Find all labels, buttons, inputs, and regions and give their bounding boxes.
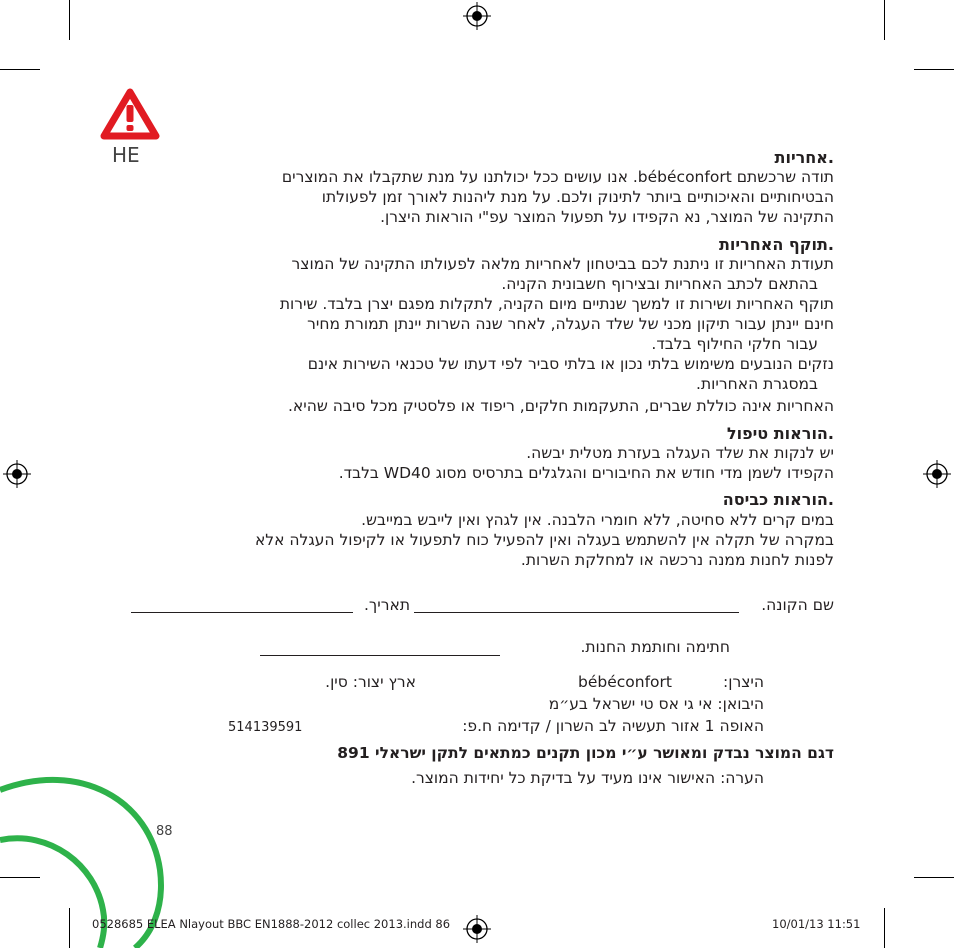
warning-icon	[100, 88, 160, 140]
washing-line: במקרה של תקלה אין להשתמש בעגלה ואין להפעיל כוח לתפעול או לקיפול העגלה אלא	[254, 531, 834, 549]
washing-line: לפנות לחנות ממנה נרכשה או למחלקת השרות.	[520, 551, 834, 569]
warranty-line: התקינה של המוצר, נא הקפידו על תפעול המוצר עפ"י הוראות היצרן.	[380, 208, 834, 226]
maintenance-title: .הוראות טיפול	[726, 424, 834, 443]
company-id: 514139591	[228, 720, 303, 735]
crop-mark	[914, 69, 954, 70]
registration-mark-icon	[3, 460, 31, 488]
maintenance-line: הקפידו לשמן מדי חודש את החיבורים והגלגלים בתרסיס מסוג WD40 בלבד.	[338, 464, 834, 482]
footer-date: 10/01/13 11:51	[772, 917, 861, 931]
period-line: תעודת האחריות זו ניתנת לכם בביטחון לאחריות מלאה לפעולתו התקינה של המוצר	[291, 255, 834, 273]
warranty-line: הבטיחותיים והאיכותיים ביותר לתינוק ולכם. על מנת ליהנות לאורך זמן לפעולתו	[321, 188, 834, 206]
importer: היבואן: אי גי אס טי ישראל בע״מ	[548, 695, 764, 713]
store-signature-label: חתימה וחותמת החנות.	[580, 638, 730, 656]
period-line: במסגרת האחריות.	[696, 375, 818, 393]
note: הערה: האישור אינו מעיד על בדיקת כל יחידות המוצר.	[411, 769, 764, 787]
washing-line: במים קרים ללא סחיטה, ללא חומרי הלבנה. אין לגהץ ואין לייבש במייבש.	[361, 511, 834, 529]
crop-mark	[0, 69, 40, 70]
maintenance-line: יש לנקות את שלד העגלה בעזרת מטלית יבשה.	[526, 444, 834, 462]
registration-mark-icon	[463, 915, 491, 943]
warranty-line: תודה שרכשתם bébéconfort. אנו עושים ככל יכולתנו על מנת שתקבלו את המוצרים	[281, 168, 834, 186]
period-line: תוקף האחריות ושירות זו למשך שנתיים מיום הקניה, לתקלות מפגם יצרן בלבד. שירות	[279, 295, 834, 313]
standard-approval: דגם המוצר נבדק ומאושר ע״י מכון תקנים כמתאים לתקן ישראלי 891	[337, 744, 834, 762]
period-line: נזקים הנובעים משימוש בלתי נכון או בלתי סביר לפי דעתו של טכנאי השירות אינם	[307, 355, 834, 373]
registration-mark-icon	[463, 2, 491, 30]
warranty-title: .אחריות	[774, 148, 834, 167]
period-line: האחריות אינה כוללת שברים, התעקמות חלקים, ריפוד או פלסטיק מכל סיבה שהיא.	[288, 397, 834, 415]
manufacturer-label: היצרן:	[723, 673, 764, 691]
period-line: חינם יינתן עבור תיקון מכני של שלד העגלה, לאחר שנה השרות יינתן תמורת מחיר	[307, 315, 834, 333]
country-of-origin: ארץ יצור: סין.	[325, 673, 416, 691]
registration-mark-icon	[923, 460, 951, 488]
period-line: עבור חלקי החילוף בלבד.	[651, 335, 818, 353]
store-signature-line	[260, 655, 500, 656]
crop-mark	[884, 908, 885, 948]
period-line: בהתאם לכתב האחריות ובצירוף חשבונית הקניה.	[501, 275, 818, 293]
crop-mark	[69, 0, 70, 40]
date-line	[131, 612, 353, 613]
page-number: 88	[156, 824, 173, 839]
address: האופה 1 אזור תעשיה לב השרון / קדימה ח.פ:	[462, 717, 764, 735]
footer-file-info: 0528685 ELEA Nlayout BBC EN1888-2012 collec 2013.indd 86	[92, 917, 451, 931]
crop-mark	[884, 0, 885, 40]
washing-title: .הוראות כביסה	[722, 490, 834, 509]
date-label: תאריך.	[363, 596, 410, 614]
crop-mark	[914, 877, 954, 878]
buyer-name-line	[414, 612, 739, 613]
manufacturer-value: bébéconfort	[578, 673, 672, 691]
period-title: .תוקף האחריות	[718, 235, 834, 254]
language-badge: HE	[112, 143, 140, 167]
buyer-name-label: שם הקונה.	[761, 596, 834, 614]
